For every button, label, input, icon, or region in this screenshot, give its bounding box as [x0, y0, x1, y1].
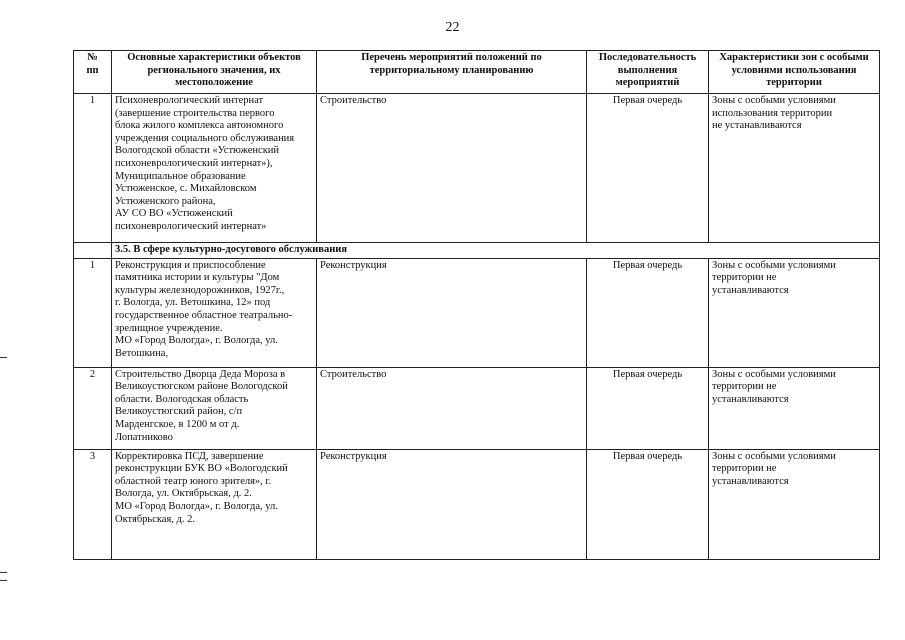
table-row [74, 258, 880, 367]
row-zones: Зоны с особыми условиями территории не устанавливаются [709, 258, 880, 367]
margin-mark [0, 580, 7, 581]
margin-mark [0, 572, 7, 573]
row-zones: Зоны с особыми условиями территории не устанавливаются [709, 449, 880, 559]
table-header-row [74, 51, 880, 94]
row-sequence: Первая очередь [587, 258, 709, 367]
row-characteristics: Психоневрологический интернат (завершение строительства первого блока жилого комплекса автономного учреждения социального обслуживания Вологодской области «Устюженский психоневрологический интернат»), Муниципальное образование Устюженское, с. Михайловском Устюженского района, АУ СО ВО «Устюженский психоневрологический интернат» [112, 94, 317, 243]
row-num: 1 [74, 94, 112, 243]
row-measures: Строительство [317, 94, 587, 243]
section-title: 3.5. В сфере культурно-досугового обслуживания [112, 243, 880, 259]
header-measures: Перечень мероприятий положений по территориальному планированию [317, 51, 587, 94]
row-characteristics: Строительство Дворца Деда Мороза в Великоустюгском районе Вологодской области. Вологодская область Великоустюгский район, с/п Марденгское, в 1200 м от д. Лопатниково [112, 367, 317, 449]
header-characteristics: Основные характеристики объектов регионального значения, их местоположение [112, 51, 317, 94]
row-zones: Зоны с особыми условиями территории не устанавливаются [709, 367, 880, 449]
row-num: 3 [74, 449, 112, 559]
measures-table [73, 50, 880, 560]
header-num: № пп [74, 51, 112, 94]
row-zones: Зоны с особыми условиями использования территории не устанавливаются [709, 94, 880, 243]
section-blank-cell [74, 243, 112, 259]
section-row [74, 243, 880, 259]
row-sequence: Первая очередь [587, 367, 709, 449]
row-measures: Реконструкция [317, 449, 587, 559]
page-number: 22 [445, 20, 460, 35]
row-measures: Реконструкция [317, 258, 587, 367]
row-num: 1 [74, 258, 112, 367]
row-sequence: Первая очередь [587, 94, 709, 243]
header-sequence: Последовательность выполнения мероприятий [587, 51, 709, 94]
row-sequence: Первая очередь [587, 449, 709, 559]
margin-mark [0, 357, 7, 358]
row-characteristics: Реконструкция и приспособление памятника истории и культуры "Дом культуры железнодорожников, 1927г., г. Вологда, ул. Ветошкина, 12» под государственное областное театрально- зрелищное учреждение. МО «Город Вологда», г. Вологда, ул. Ветошкина, [112, 258, 317, 367]
table-row [74, 94, 880, 243]
row-measures: Строительство [317, 367, 587, 449]
table-row [74, 367, 880, 449]
header-zones: Характеристики зон с особыми условиями использования территории [709, 51, 880, 94]
row-num: 2 [74, 367, 112, 449]
row-characteristics: Корректировка ПСД, завершение реконструкции БУК ВО «Вологодский областной театр юного зрителя», г. Вологда, ул. Октябрьская, д. 2. МО «Город Вологда», г. Вологда, ул. Октябрьская, д. 2. [112, 449, 317, 559]
table-row [74, 449, 880, 559]
